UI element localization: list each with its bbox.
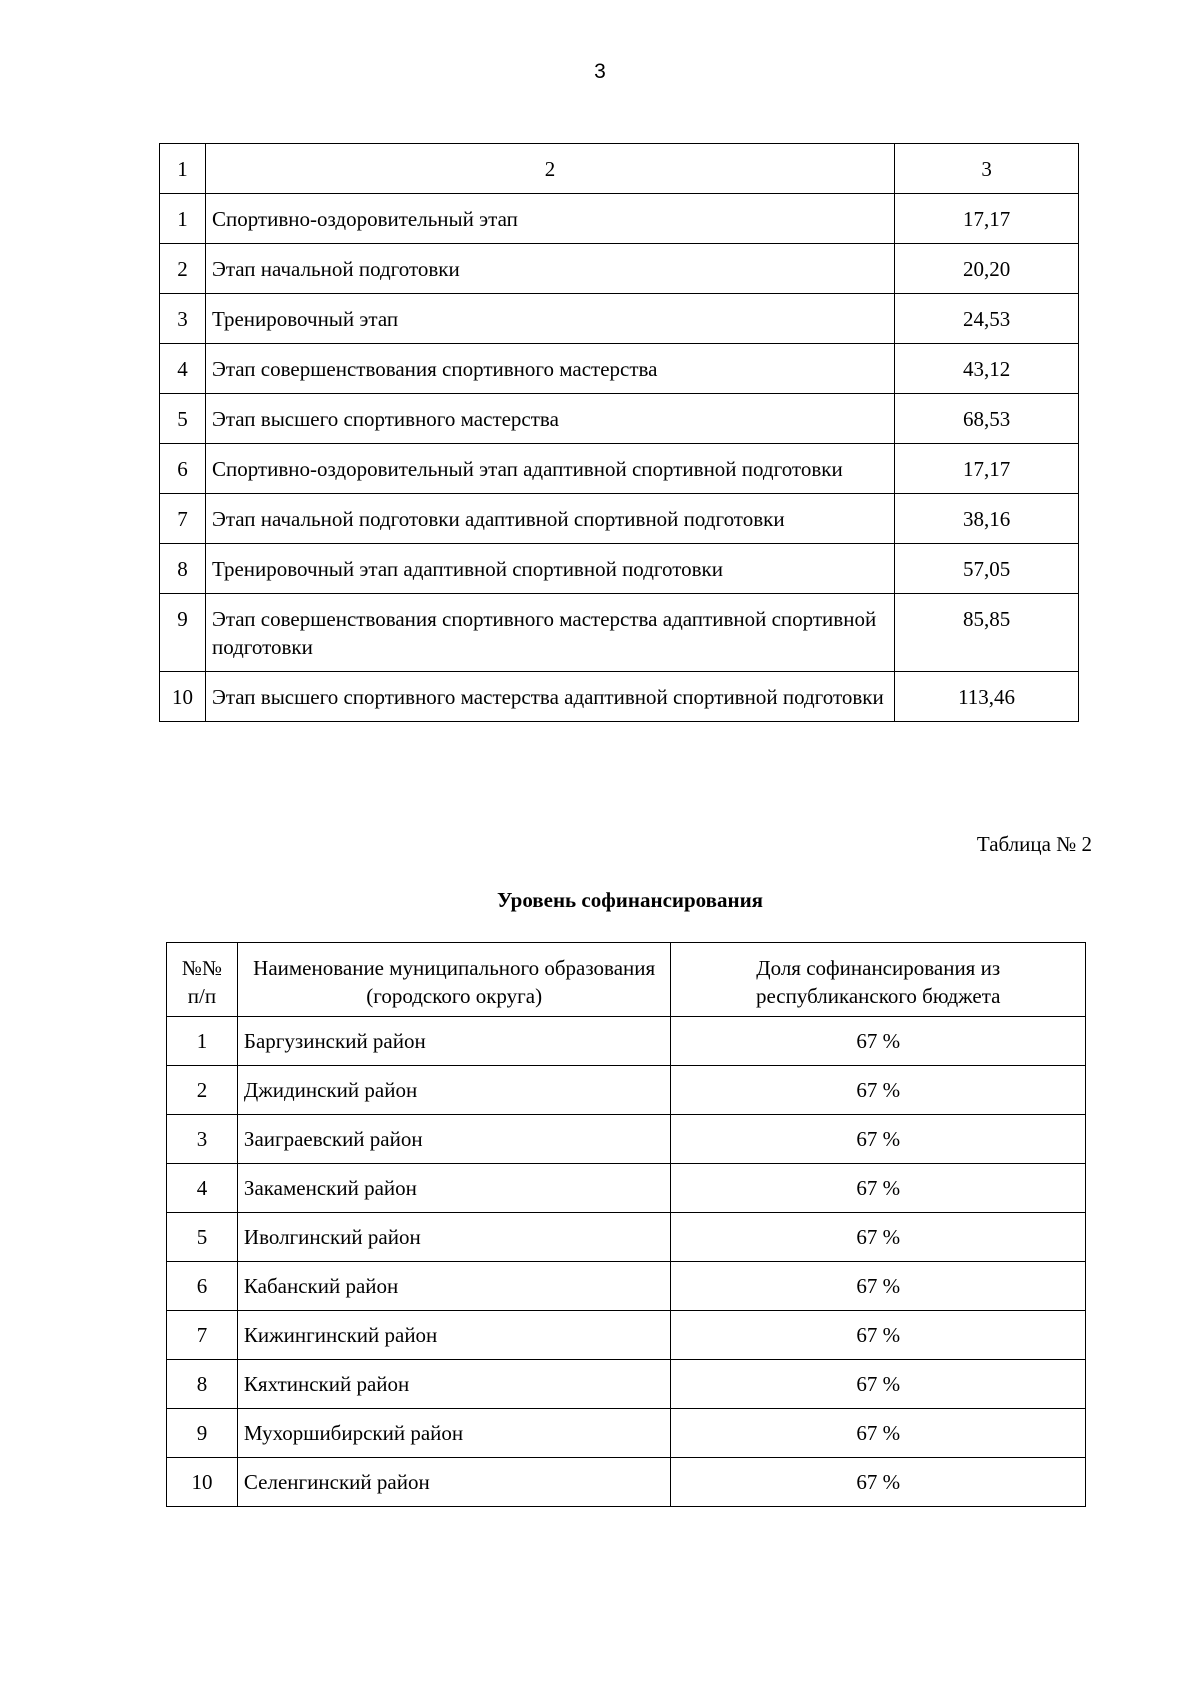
page-number: 3	[594, 60, 606, 83]
cell-name: Закаменский район	[237, 1164, 671, 1213]
cell-num: 1	[167, 1017, 238, 1066]
table-row	[167, 1213, 1086, 1262]
cell-num: 7	[160, 494, 206, 544]
table-row	[167, 1360, 1086, 1409]
cell-num: 3	[160, 294, 206, 344]
cell-value: 17,17	[895, 444, 1079, 494]
table-row	[160, 344, 1079, 394]
column-number-2: 2	[205, 144, 894, 194]
cofinancing-table	[166, 942, 1086, 1507]
cell-name: Иволгинский район	[237, 1213, 671, 1262]
table-row	[167, 1017, 1086, 1066]
table-row	[167, 1115, 1086, 1164]
table-row	[160, 544, 1079, 594]
table-row	[160, 594, 1079, 672]
cell-value: 20,20	[895, 244, 1079, 294]
cell-num: 2	[167, 1066, 238, 1115]
cell-share: 67 %	[671, 1017, 1086, 1066]
table-row	[160, 294, 1079, 344]
table-row	[160, 394, 1079, 444]
cell-name: Этап совершенствования спортивного мастерства адаптивной спортивной подготовки	[205, 594, 894, 672]
table-row	[160, 672, 1079, 722]
cell-num: 8	[160, 544, 206, 594]
table-row	[160, 494, 1079, 544]
table-row	[167, 1066, 1086, 1115]
header-municipality: Наименование муниципального образования (городского округа)	[237, 943, 671, 1017]
cell-name: Кяхтинский район	[237, 1360, 671, 1409]
table-row	[160, 444, 1079, 494]
table-row	[167, 1409, 1086, 1458]
table-header-row	[167, 943, 1086, 1017]
table-header-row	[160, 144, 1079, 194]
cell-share: 67 %	[671, 1311, 1086, 1360]
cell-name: Кабанский район	[237, 1262, 671, 1311]
cell-share: 67 %	[671, 1409, 1086, 1458]
cell-name: Тренировочный этап адаптивной спортивной подготовки	[205, 544, 894, 594]
cell-name: Джидинский район	[237, 1066, 671, 1115]
cell-num: 10	[167, 1458, 238, 1507]
cell-name: Этап начальной подготовки	[205, 244, 894, 294]
cell-num: 5	[160, 394, 206, 444]
column-number-3: 3	[895, 144, 1079, 194]
cell-name: Спортивно-оздоровительный этап	[205, 194, 894, 244]
cell-name: Мухоршибирский район	[237, 1409, 671, 1458]
cell-value: 68,53	[895, 394, 1079, 444]
cell-name: Этап высшего спортивного мастерства	[205, 394, 894, 444]
cell-value: 24,53	[895, 294, 1079, 344]
cell-share: 67 %	[671, 1213, 1086, 1262]
cell-name: Заиграевский район	[237, 1115, 671, 1164]
cell-value: 43,12	[895, 344, 1079, 394]
table-row	[167, 1164, 1086, 1213]
table-row	[160, 244, 1079, 294]
table-row	[167, 1458, 1086, 1507]
cell-num: 6	[160, 444, 206, 494]
table-label: Таблица № 2	[976, 832, 1092, 856]
cell-value: 38,16	[895, 494, 1079, 544]
cell-num: 3	[167, 1115, 238, 1164]
cell-share: 67 %	[671, 1115, 1086, 1164]
cell-name: Этап начальной подготовки адаптивной спортивной подготовки	[205, 494, 894, 544]
cell-num: 7	[167, 1311, 238, 1360]
cell-value: 17,17	[895, 194, 1079, 244]
cell-num: 6	[167, 1262, 238, 1311]
cell-num: 1	[160, 194, 206, 244]
cell-num: 5	[167, 1213, 238, 1262]
cell-num: 4	[167, 1164, 238, 1213]
header-number: №№ п/п	[167, 943, 238, 1017]
cell-share: 67 %	[671, 1360, 1086, 1409]
cell-name: Тренировочный этап	[205, 294, 894, 344]
cell-num: 10	[160, 672, 206, 722]
cell-value: 85,85	[895, 594, 1079, 672]
cell-share: 67 %	[671, 1164, 1086, 1213]
cell-name: Баргузинский район	[237, 1017, 671, 1066]
table-row	[167, 1311, 1086, 1360]
cell-value: 113,46	[895, 672, 1079, 722]
column-number-1: 1	[160, 144, 206, 194]
rates-table	[159, 143, 1079, 722]
cell-share: 67 %	[671, 1066, 1086, 1115]
cell-name: Этап высшего спортивного мастерства адаптивной спортивной подготовки	[205, 672, 894, 722]
cell-num: 4	[160, 344, 206, 394]
cell-name: Этап совершенствования спортивного мастерства	[205, 344, 894, 394]
table-row	[160, 194, 1079, 244]
cell-name: Спортивно-оздоровительный этап адаптивной спортивной подготовки	[205, 444, 894, 494]
cell-num: 9	[167, 1409, 238, 1458]
cell-name: Кижингинский район	[237, 1311, 671, 1360]
cell-num: 9	[160, 594, 206, 672]
header-share: Доля софинансирования из республиканского бюджета	[671, 943, 1086, 1017]
cell-name: Селенгинский район	[237, 1458, 671, 1507]
cell-value: 57,05	[895, 544, 1079, 594]
table-title: Уровень софинансирования	[496, 888, 764, 912]
cell-share: 67 %	[671, 1262, 1086, 1311]
cell-num: 8	[167, 1360, 238, 1409]
cell-num: 2	[160, 244, 206, 294]
cell-share: 67 %	[671, 1458, 1086, 1507]
table-row	[167, 1262, 1086, 1311]
